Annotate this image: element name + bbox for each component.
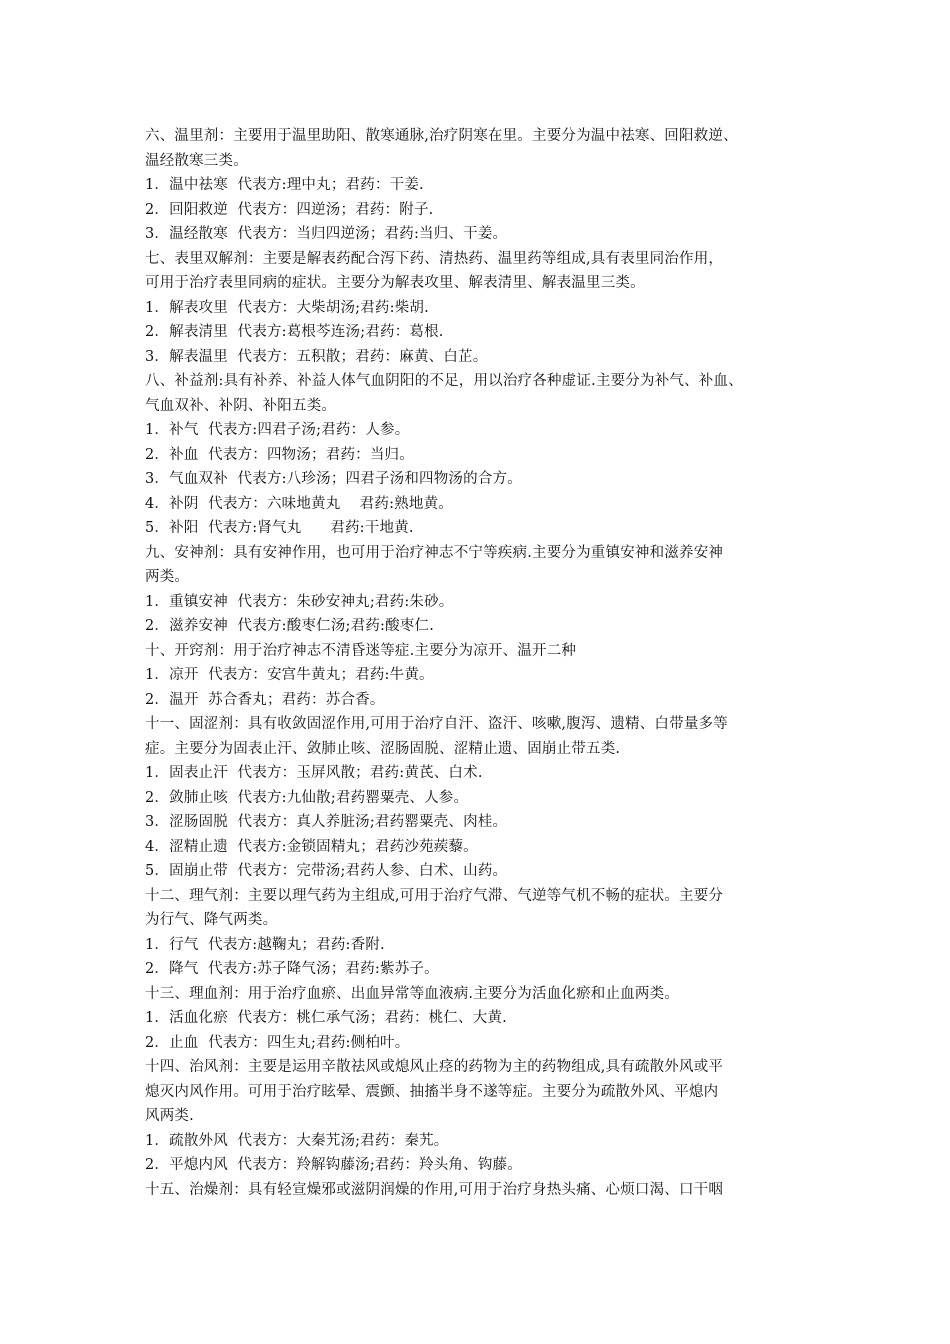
text-line: 2．平熄内风 代表方：羚解钩藤汤;君药：羚头角、钩藤。 xyxy=(145,1157,522,1173)
document-body xyxy=(145,124,825,1202)
text-line: 十三、理血剂：用于治疗血瘀、出血异常等血液病.主要分为活血化瘀和止血两类。 xyxy=(145,985,680,1002)
text-line: 4．补阴 代表方：六味地黄丸 君药:熟地黄。 xyxy=(145,495,453,512)
text-line: 症。主要分为固表止汗、敛肺止咳、涩肠固脱、涩精止遗、固崩止带五类. xyxy=(145,740,621,757)
text-line: 1．行气 代表方:越鞠丸；君药:香附. xyxy=(145,936,385,953)
text-line: 2．降气 代表方:苏子降气汤；君药:紫苏子。 xyxy=(145,961,439,977)
text-line: 1．疏散外风 代表方：大秦艽汤;君药：秦艽。 xyxy=(145,1132,449,1149)
text-line: 3．涩肠固脱 代表方：真人养脏汤;君药罂粟壳、肉桂。 xyxy=(145,814,508,830)
text-line: 六、温里剂：主要用于温里助阳、散寒通脉,治疗阴寒在里。主要分为温中祛寒、回阳救逆、 xyxy=(145,128,738,144)
text-line: 3．气血双补 代表方:八珍汤；四君子汤和四物汤的合方。 xyxy=(145,471,522,487)
text-line: 七、表里双解剂：主要是解表药配合泻下药、清热药、温里药等组成,具有表里同治作用， xyxy=(145,250,724,267)
text-line: 2．补血 代表方：四物汤；君药：当归。 xyxy=(145,446,414,463)
text-line: 气血双补、补阴、补阳五类。 xyxy=(145,397,337,414)
text-line: 风两类. xyxy=(145,1108,194,1124)
text-line: 1．凉开 代表方：安宫牛黄丸；君药:牛黄。 xyxy=(145,667,434,683)
text-line: 2．解表清里 代表方:葛根芩连汤;君药：葛根. xyxy=(145,324,444,340)
text-line: 2．温开 苏合香丸；君药：苏合香。 xyxy=(145,691,385,708)
text-line: 十四、治风剂：主要是运用辛散祛风或熄风止痉的药物为主的药物组成,具有疏散外风或平 xyxy=(145,1059,724,1075)
text-line: 十、开窍剂：用于治疗神志不清昏迷等症.主要分为凉开、温开二种 xyxy=(145,642,577,659)
text-line: 3．解表温里 代表方：五积散；君药：麻黄、白芷。 xyxy=(145,348,488,365)
text-line: 两类。 xyxy=(145,569,190,585)
text-line: 熄灭内风作用。可用于治疗眩晕、震颤、抽搐半身不遂等症。主要分为疏散外风、平熄内 xyxy=(145,1083,719,1100)
text-line: 温经散寒三类。 xyxy=(145,152,248,169)
text-line: 1．补气 代表方:四君子汤;君药：人参。 xyxy=(145,422,410,438)
text-line: 可用于治疗表里同病的症状。主要分为解表攻里、解表清里、解表温里三类。 xyxy=(145,275,645,291)
text-line: 十二、理气剂：主要以理气药为主组成,可用于治疗气滞、气逆等气机不畅的症状。主要分 xyxy=(145,887,724,904)
text-line: 1．重镇安神 代表方：朱砂安神丸;君药:朱砂。 xyxy=(145,593,454,610)
text-line: 十一、固涩剂：具有收敛固涩作用,可用于治疗自汗、盗汗、咳嗽,腹泻、遗精、白带量多等 xyxy=(145,716,728,732)
text-line: 1．活血化瘀 代表方：桃仁承气汤；君药：桃仁、大黄. xyxy=(145,1010,507,1026)
text-line: 5．补阳 代表方:肾气丸 君药:干地黄. xyxy=(145,520,414,536)
text-line: 1．固表止汗 代表方：玉屏风散；君药:黄芪、白术. xyxy=(145,765,483,781)
text-line: 八、补益剂:具有补养、补益人体气血阴阳的不足，用以治疗各种虚证.主要分为补气、补血、 xyxy=(145,373,743,389)
text-line: 九、安神剂：具有安神作用，也可用于治疗神志不宁等疾病.主要分为重镇安神和滋养安神 xyxy=(145,544,724,561)
text-line: 1．解表攻里 代表方：大柴胡汤;君药:柴胡. xyxy=(145,299,429,316)
text-line: 5．固崩止带 代表方：完带汤;君药人参、白术、山药。 xyxy=(145,863,508,879)
text-line: 3．温经散寒 代表方：当归四逆汤；君药:当归、干姜。 xyxy=(145,226,508,242)
text-line: 2．敛肺止咳 代表方:九仙散;君药罂粟壳、人参。 xyxy=(145,789,469,806)
text-line: 1．温中祛寒 代表方:理中丸；君药：干姜. xyxy=(145,177,424,193)
text-line: 4．涩精止遗 代表方:金锁固精丸；君药沙苑蒺藜。 xyxy=(145,838,478,855)
text-line: 为行气、降气两类。 xyxy=(145,912,278,928)
text-line: 2．回阳救逆 代表方：四逆汤；君药：附子. xyxy=(145,201,434,218)
text-line: 2．滋养安神 代表方:酸枣仁汤;君药:酸枣仁. xyxy=(145,618,435,634)
text-line: 2．止血 代表方：四生丸;君药:侧柏叶。 xyxy=(145,1034,410,1051)
text-line: 十五、治燥剂：具有轻宣燥邪或滋阴润燥的作用,可用于治疗身热头痛、心烦口渴、口干咽 xyxy=(145,1181,724,1198)
